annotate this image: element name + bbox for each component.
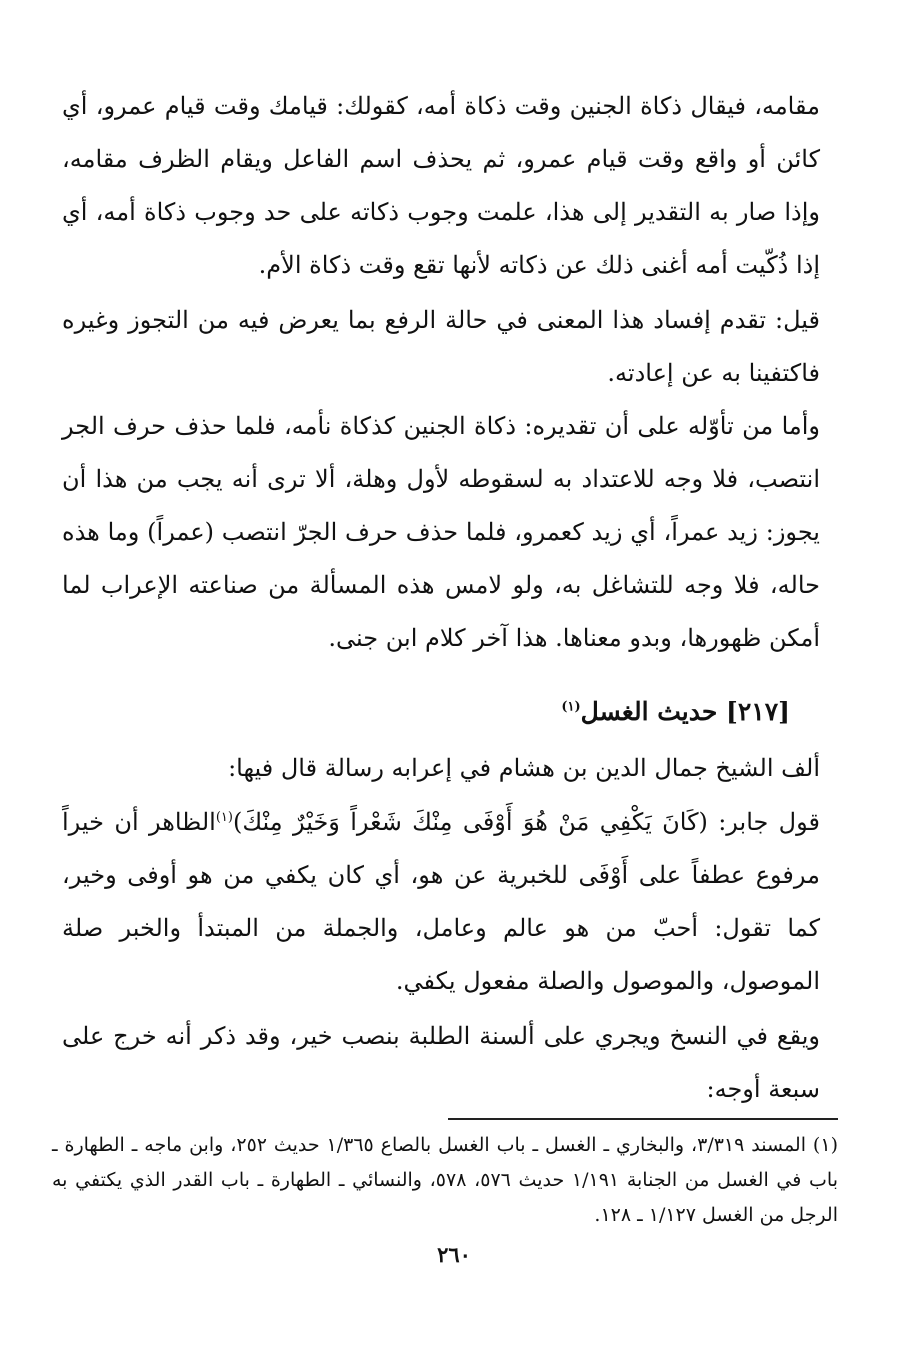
paragraph-seven-aspects: ويقع في النسخ ويجري على ألسنة الطلبة بنصب خير، وقد ذكر أنه خرج على سبعة أوجه:	[62, 1022, 820, 1103]
footnote-reference: (١)	[215, 810, 233, 825]
paragraph-objection: قيل: تقدم إفساد هذا المعنى في حالة الرفع بما يعرض فيه من التجوز وغيره فاكتفينا به عن إعادته.	[62, 306, 820, 387]
section-heading-text: [٢١٧] حديث الغسل	[580, 697, 790, 726]
footnote: (١) المسند ٣/٣١٩، والبخاري ـ الغسل ـ باب الغسل بالصاع ١/٣٦٥ حديث ٢٥٢، وابن ماجه ـ الطهارة ـ باب في الغسل من الجنابة ١/١٩١ حديث ٥٧٦، ٥٧٨، والنسائي ـ الطهارة ـ باب القدر الذي يكتفي به الرجل من الغسل ١/١٢٧ ـ ١٢٨.	[52, 1134, 839, 1226]
paragraph-interpretation: وأما من تأوّله على أن تقديره: ذكاة الجنين كذكاة نأمه، فلما حذف حرف الجر انتصب، فلا وجه للاعتداد به لسقوطه لأول وهلة، ألا ترى أنه يجب من هذا أن يجوز: زيد عمراً، أي زيد كعمرو، فلما حذف حرف الجرّ انتصب (عمراً) وما هذه حاله، فلا وجه للتشاغل به، ولو لامس هذه المسألة من صناعته الإعراب لما أمكن ظهورها، وبدو معناها. هذا آخر كلام ابن جنى.	[62, 412, 821, 652]
footnote-divider	[448, 1118, 838, 1120]
paragraph-jabir-quote	[62, 796, 820, 1008]
paragraph-explanation: مقامه، فيقال ذكاة الجنين وقت ذكاة أمه، كقولك: قيامك وقت قيام عمرو، أي كائن أو واقع وقت قيام عمرو، ثم يحذف اسم الفاعل ويقام الظرف مقامه، وإذا صار به التقدير إلى هذا، علمت وجوب ذكاته على حد وجوب ذكاة أمه، أي إذا ذُكّيت أمه أغنى ذلك عن ذكاته لأنها تقع وقت ذكاة الأم.	[62, 92, 820, 279]
paragraph-ibn-hisham: ألف الشيخ جمال الدين بن هشام في إعرابه رسالة قال فيها:	[228, 754, 820, 782]
footnote-reference: (١)	[561, 699, 581, 715]
section-heading	[561, 690, 790, 734]
hadith-quote: قول جابر: (كَانَ يَكْفِي مَنْ هُوَ أَوْفَى مِنْكَ شَعْراً وَخَيْرٌ مِنْكَ)	[232, 808, 820, 836]
quote-analysis: الظاهر أن خيراً مرفوع عطفاً على أَوْفَى للخبرية عن هو، أي كان يكفي من هو أوفى وخير، كما تقول: أحبّ من هو عالم وعامل، والجملة من المبتدأ والخبر صلة الموصول، والموصول والصلة مفعول يكفي.	[62, 808, 820, 995]
page-number: ٢٦٠	[437, 1242, 471, 1267]
